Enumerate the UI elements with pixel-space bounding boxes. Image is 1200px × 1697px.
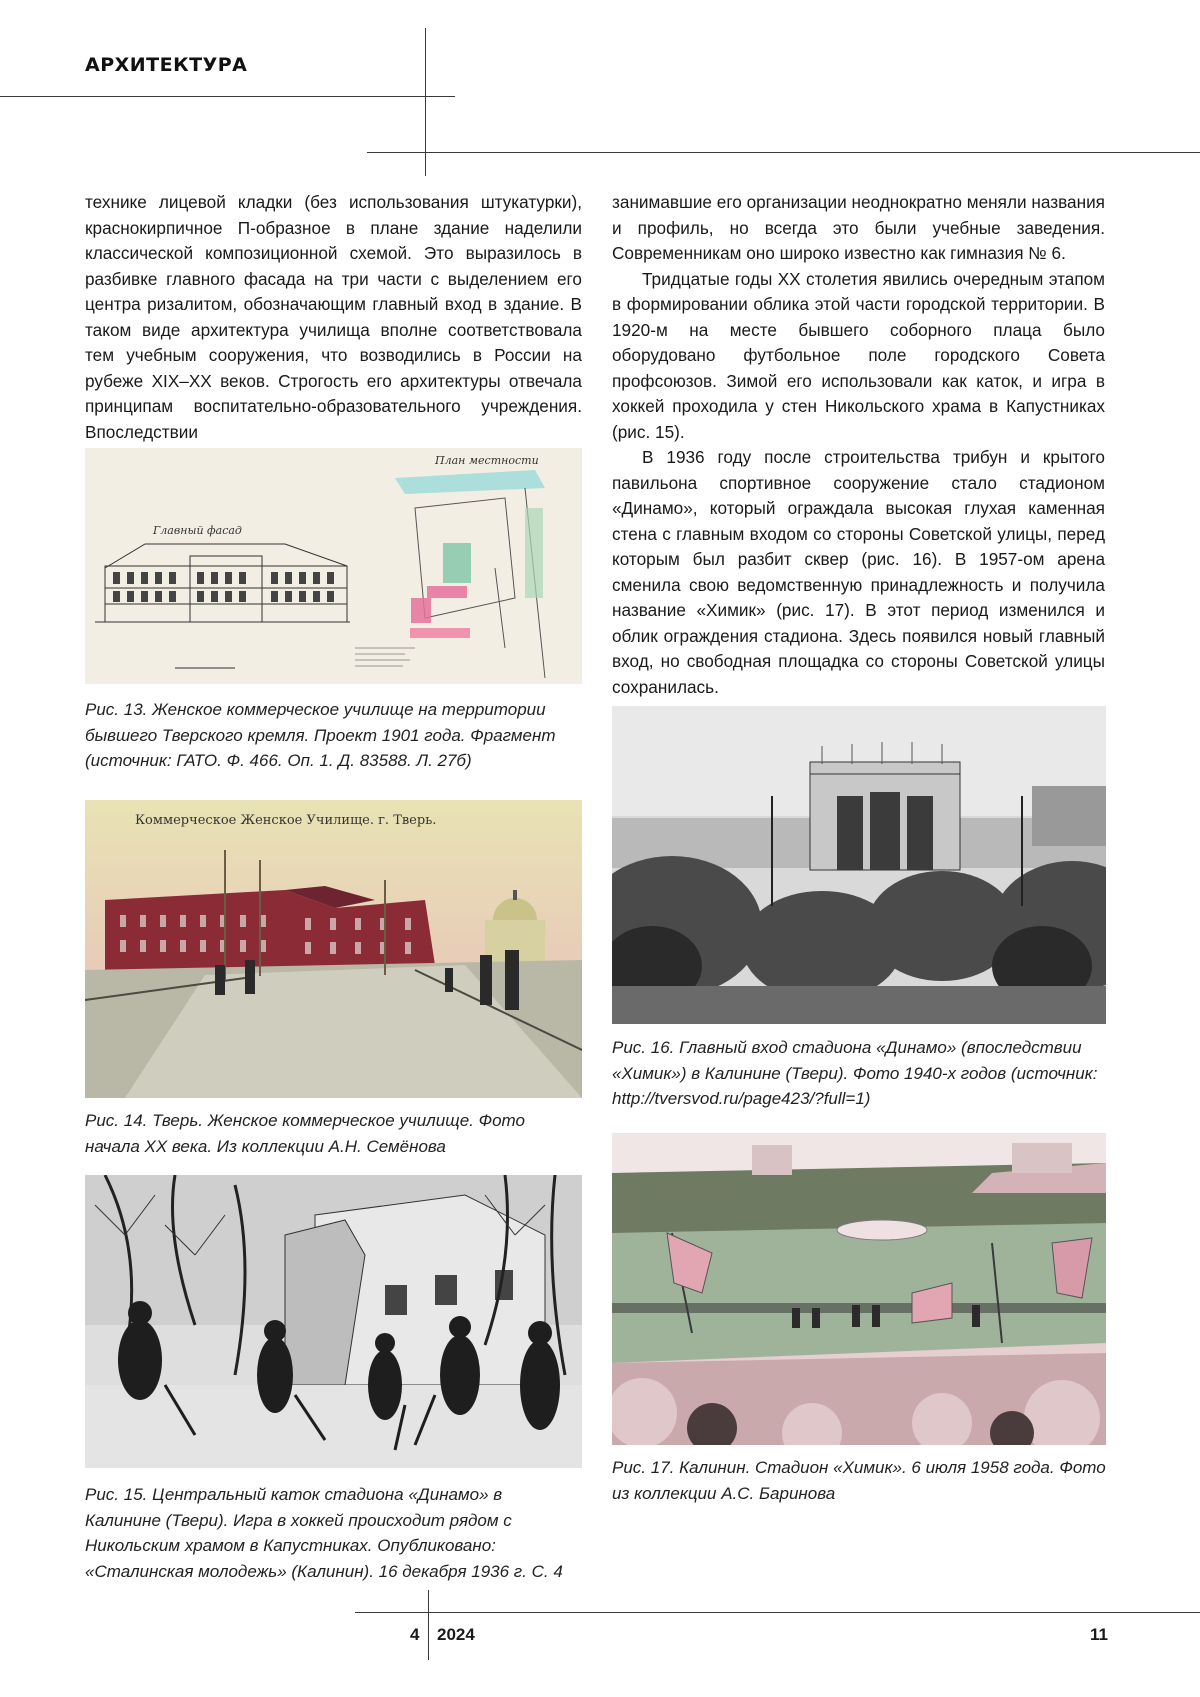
issue-number: 4 [410,1625,419,1645]
figure-14-photo [85,800,582,1098]
figure-16-photo [612,706,1106,1024]
paragraph-right-2: Тридцатые годы XX столетия явились очередным этапом в формировании облика этой части городской территории. В 1920-м на месте бывшего соборного плаца было оборудовано футбольное поле городского Совета профсоюзов. Зимой его использовали как каток, и игра в хоккей проходила у стен Никольского храма в Капустниках (рис. 15). [612,267,1105,446]
page-number: 11 [1090,1625,1108,1645]
header-rule-right [367,152,1200,153]
paragraph-right-3: В 1936 году после строительства трибун и крытого павильона спортивное сооружение стало стадионом «Динамо», который ограждала высокая глухая каменная стена с главным входом со стороны Советской улицы, перед которым был разбит сквер (рис. 16). В 1957-ом арена сменила свою ведомственную принадлежность и получила название «Химик» (рис. 17). В этот период изменился и облик ограждения стадиона. Здесь появился новый главный вход, но свободная площадка со стороны Советской улицы сохранилась. [612,445,1105,700]
paragraph-right-1: занимавшие его организации неоднократно меняли названия и профиль, но всегда это были учебные заведения. Современникам оно широко известно как гимназия № 6. [612,190,1105,267]
left-column-text [85,190,582,445]
footer-rule-horizontal [355,1612,1200,1613]
figure-15-photo [85,1175,582,1468]
plan-label: План местности [434,454,539,467]
figure-13-drawing [85,448,582,684]
header-rule-left [0,96,455,97]
section-label: АРХИТЕКТУРА [85,54,247,76]
postcard-title: Коммерческое Женское Училище. г. Тверь. [135,813,436,828]
figure-17-caption: Рис. 17. Калинин. Стадион «Химик». 6 июля 1958 года. Фото из коллекции А.С. Баринова [612,1455,1106,1506]
figure-15-caption: Рис. 15. Центральный каток стадиона «Динамо» в Калинине (Твери). Игра в хоккей происходит рядом с Никольским храмом в Капустниках. Опубликовано: «Сталинская молодежь» (Калинин). 16 декабря 1936 г. С. 4 [85,1482,582,1584]
right-column-text [612,190,1105,700]
figure-17-photo [612,1133,1106,1445]
issue-year: 2024 [437,1625,475,1645]
footer-rule-vertical [428,1590,429,1660]
paragraph-left-top: технике лицевой кладки (без использования штукатурки), краснокирпичное П-образное в плане здание наделили классической композиционной схемой. Это выразилось в разбивке главного фасада на три части с выделением его центра ризалитом, обозначающим главный вход в здание. В таком виде архитектура училища вполне соответствовала тем учебным сооружения, что возводились в России на рубеже XIX–XX веков. Строгость его архитектуры отвечала принципам воспитательно-образовательного учреждения. Впоследствии [85,190,582,445]
figure-13-caption: Рис. 13. Женское коммерческое училище на территории бывшего Тверского кремля. Проект 1901 года. Фрагмент (источник: ГАТО. Ф. 466. Оп. 1. Д. 83588. Л. 27б) [85,697,582,774]
drawing-label: Главный фасад [152,524,242,537]
figure-14-caption: Рис. 14. Тверь. Женское коммерческое училище. Фото начала XX века. Из коллекции А.Н. Семёнова [85,1108,582,1159]
header-rule-vertical [425,28,426,176]
figure-16-caption: Рис. 16. Главный вход стадиона «Динамо» (впоследствии «Химик») в Калинине (Твери). Фото 1940-х годов (источник: http://tversvod.ru/page423/?full=1) [612,1035,1106,1112]
